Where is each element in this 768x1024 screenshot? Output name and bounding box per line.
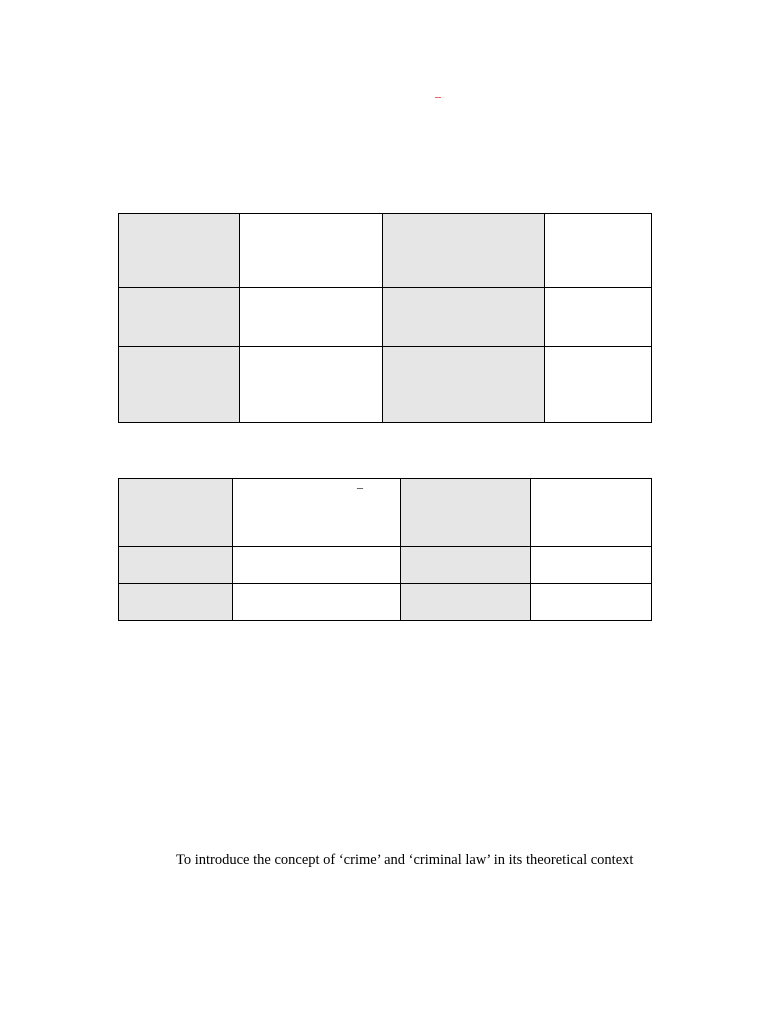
label-cell <box>401 479 531 547</box>
table-row <box>119 214 652 288</box>
label-cell <box>383 214 545 288</box>
value-cell <box>233 547 401 584</box>
table-row <box>119 584 652 621</box>
red-dash-mark: – <box>435 89 441 103</box>
info-table-1 <box>118 213 652 423</box>
label-cell <box>119 584 233 621</box>
table-row <box>119 347 652 423</box>
label-cell <box>401 547 531 584</box>
label-cell <box>119 547 233 584</box>
label-cell <box>383 288 545 347</box>
value-cell <box>531 584 652 621</box>
dash-mark: – <box>357 480 363 494</box>
value-cell <box>531 479 652 547</box>
label-cell <box>383 347 545 423</box>
value-cell <box>545 214 652 288</box>
label-cell <box>119 479 233 547</box>
label-cell <box>119 288 240 347</box>
value-cell <box>240 288 383 347</box>
table-row <box>119 547 652 584</box>
course-objective-text: To introduce the concept of ‘crime’ and ‘criminal law’ in its theoretical context <box>176 851 634 868</box>
value-cell <box>240 347 383 423</box>
value-cell <box>233 584 401 621</box>
label-cell <box>119 214 240 288</box>
label-cell <box>119 347 240 423</box>
value-cell <box>240 214 383 288</box>
info-table-2 <box>118 478 652 621</box>
table-row <box>119 479 652 547</box>
value-cell <box>545 347 652 423</box>
table-row <box>119 288 652 347</box>
value-cell <box>545 288 652 347</box>
value-cell <box>531 547 652 584</box>
value-cell <box>233 479 401 547</box>
label-cell <box>401 584 531 621</box>
